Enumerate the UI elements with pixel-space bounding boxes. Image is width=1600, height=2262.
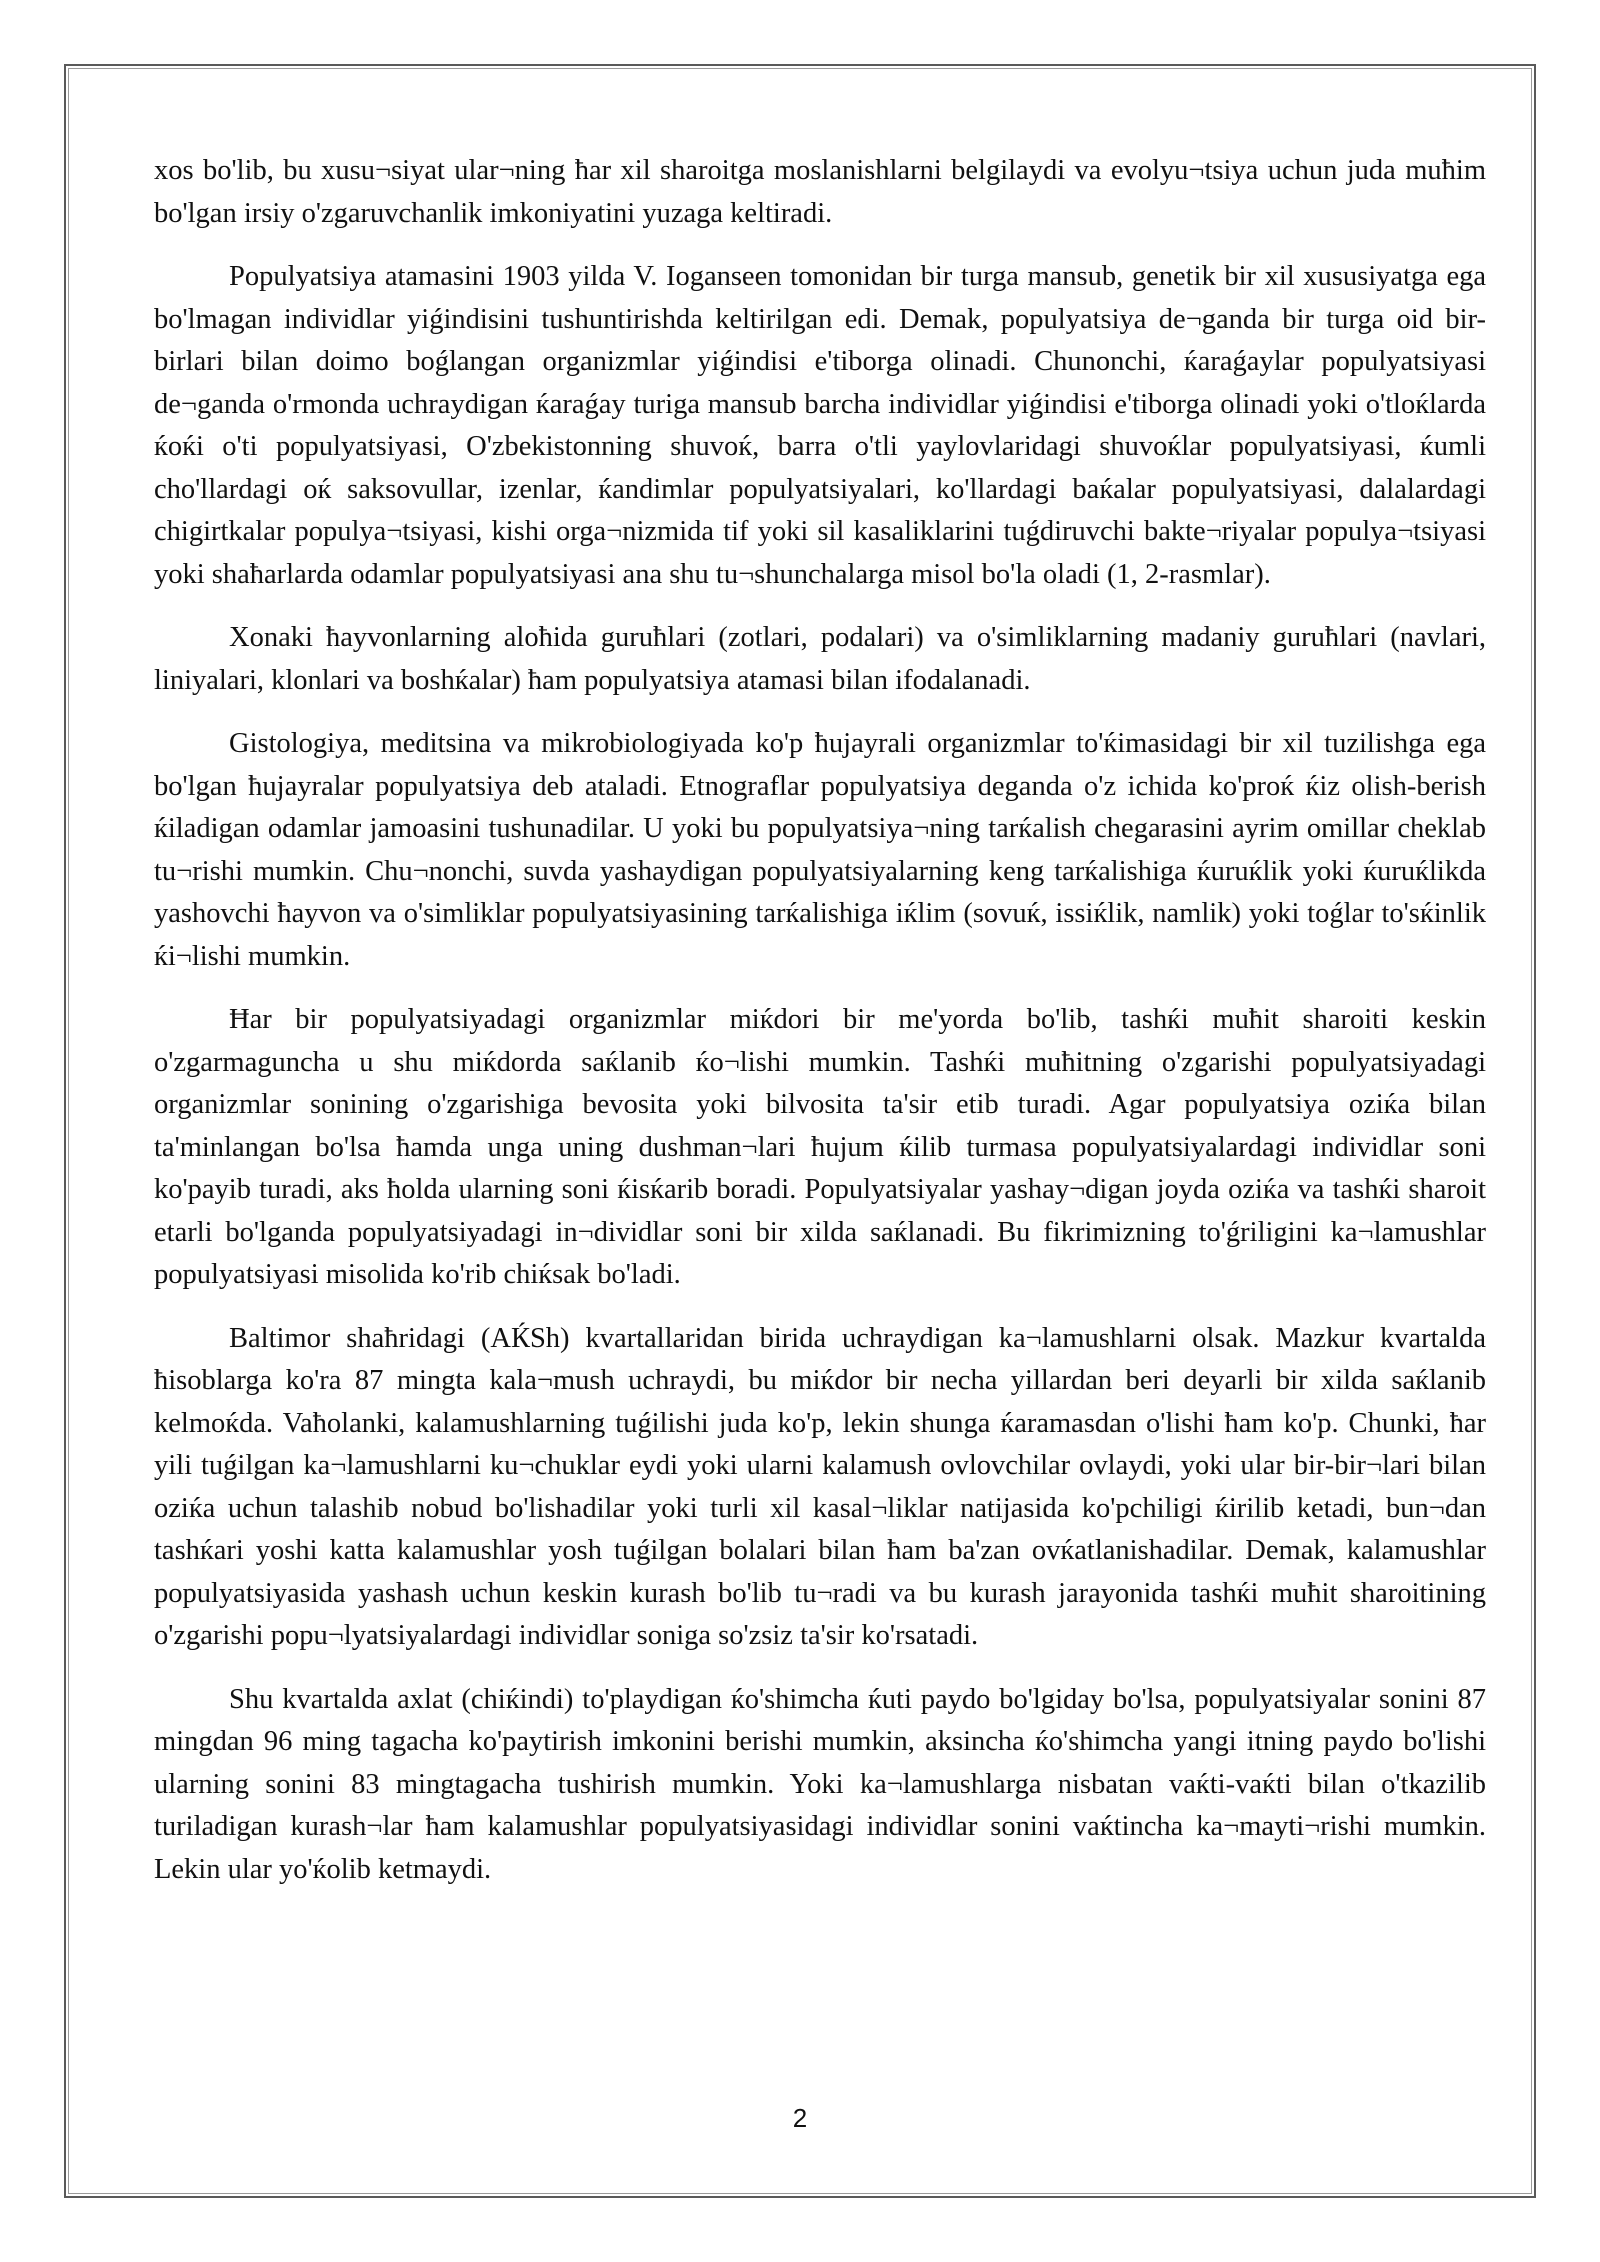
paragraph-5: Ħar bir populyatsiyadagi organizmlar miќdori bir me'yorda bo'lib, tashќi muħit sharoiti keskin o'zgarmaguncha u shu miќdorda saќlanib ќo¬lishi mumkin. Tashќi muħitning o'zgarishi populyatsiyadagi organizmlar sonining o'zgarishiga bevosita yoki bilvosita ta'sir etib turadi. Agar populyatsiya oziќa bilan ta'minlangan bo'lsa ħamda unga uning dushman¬lari ħujum ќilib turmasa populyatsiyalardagi individlar soni ko'payib turadi, aks ħolda ularning soni ќisќarib boradi. Populyatsiyalar yashay¬digan joyda oziќa va tashќi sharoit etarli bo'lganda populyatsiyadagi in¬dividlar soni bir xilda saќlanadi. Bu fikrimizning to'ǵriligini ka¬lamushlar populyatsiyasi misolida ko'rib chiќsak bo'ladi. xyxy=(154,1004,1486,1290)
paragraph-1: xos bo'lib, bu xusu¬siyat ular¬ning ħar xil sharoitga moslanishlarni belgilaydi va evolyu¬tsiya uchun juda muħim bo'lgan irsiy o'zgaruvchanlik imkoniyatini yuzaga keltiradi. xyxy=(154,155,1486,229)
document-body xyxy=(154,150,1486,1912)
paragraph-3: Xonaki ħayvonlarning aloħida guruħlari (zotlari, podalari) va o'simliklarning madaniy guruħlari (navlari, liniyalari, klonlari va boshќalar) ħam populyatsiya atamasi bilan ifodalanadi. xyxy=(154,622,1486,696)
paragraph-4: Gistologiya, meditsina va mikrobiologiyada ko'p ħujayrali organizmlar to'ќimasidagi bir xil tuzilishga ega bo'lgan ħujayralar populyatsiya deb ataladi. Etnograflar populyatsiya deganda o'z ichida ko'proќ ќiz olish-berish ќiladigan odamlar jamoasini tushunadilar. U yoki bu populyatsiya¬ning tarќalish chegarasini ayrim omillar cheklab tu¬rishi mumkin. Chu¬nonchi, suvda yashaydigan populyatsiyalarning keng tarќalishiga ќuruќlik yoki ќuruќlikda yashovchi ħayvon va o'simliklar populyatsiyasining tarќalishiga iќlim (sovuќ, issiќlik, namlik) yoki toǵlar to'sќinlik ќi¬lishi mumkin. xyxy=(154,728,1486,972)
paragraph-6: Baltimor shaħridagi (AЌSh) kvartallaridan birida uchraydigan ka¬lamushlarni olsak. Mazkur kvartalda ħisoblarga ko'ra 87 mingta kala¬mush uchraydi, bu miќdor bir necha yillardan beri deyarli bir xilda saќlanib kelmoќda. Vaħolanki, kalamushlarning tuǵilishi juda ko'p, lekin shunga ќaramasdan o'lishi ħam ko'p. Chunki, ħar yili tuǵilgan ka¬lamushlarni ku¬chuklar eydi yoki ularni kalamush ovlovchilar ovlaydi, yoki ular bir-bir¬lari bilan oziќa uchun talashib nobud bo'lishadilar yoki turli xil kasal¬liklar natijasida ko'pchiligi ќirilib ketadi, bun¬dan tashќari yoshi katta kalamushlar yosh tuǵilgan bolalari bilan ħam ba'zan ovќatlanishadilar. Demak, kalamushlar populyatsiyasida yashash uchun keskin kurash bo'lib tu¬radi va bu kurash jarayonida tashќi muħit sharoitining o'zgarishi popu¬lyatsiyalardagi individlar soniga so'zsiz ta'sir ko'rsatadi. xyxy=(154,1322,1486,1651)
page-number: 2 xyxy=(792,2103,808,2133)
paragraph-2: Populyatsiya atamasini 1903 yilda V. Ioganseen tomonidan bir turga mansub, genetik bir xil xususiyatga ega bo'lmagan individlar yiǵindisini tushuntirishda keltirilgan edi. Demak, populyatsiya de¬ganda bir turga oid bir-birlari bilan doimo boǵlangan organizmlar yiǵindisi e'tiborga olinadi. Chunonchi, ќaraǵaylar populyatsiyasi de¬ganda o'rmonda uchraydigan ќaraǵay turiga mansub barcha individlar yiǵindisi e'tiborga olinadi yoki o'tloќlarda ќoќi o'ti populyatsiyasi, O'zbekistonning shuvoќ, barra o'tli yaylovlaridagi shuvoќlar populyatsiyasi, ќumli cho'llardagi oќ saksovullar, izenlar, ќandimlar populyatsiyalari, ko'llardagi baќalar populyatsiyasi, dalalardagi chigirtkalar populya¬tsiyasi, kishi orga¬nizmida tif yoki sil kasaliklarini tuǵdiruvchi bakte¬riyalar populya¬tsiyasi yoki shaħarlarda odamlar populyatsiyasi ana shu tu¬shunchalarga misol bo'la oladi (1, 2-rasmlar). xyxy=(154,261,1486,590)
paragraph-7: Shu kvartalda axlat (chiќindi) to'playdigan ќo'shimcha ќuti paydo bo'lgiday bo'lsa, populyatsiyalar sonini 87 mingdan 96 ming tagacha ko'paytirish imkonini berishi mumkin, aksincha ќo'shimcha yangi itning paydo bo'lishi ularning sonini 83 mingtagacha tushirish mumkin. Yoki ka¬lamushlarga nisbatan vaќti-vaќti bilan o'tkazilib turiladigan kurash¬lar ħam kalamushlar populyatsiyasidagi individlar sonini vaќtincha ka¬mayti¬rishi mumkin. Lekin ular yo'ќolib ketmaydi. xyxy=(154,1683,1486,1885)
